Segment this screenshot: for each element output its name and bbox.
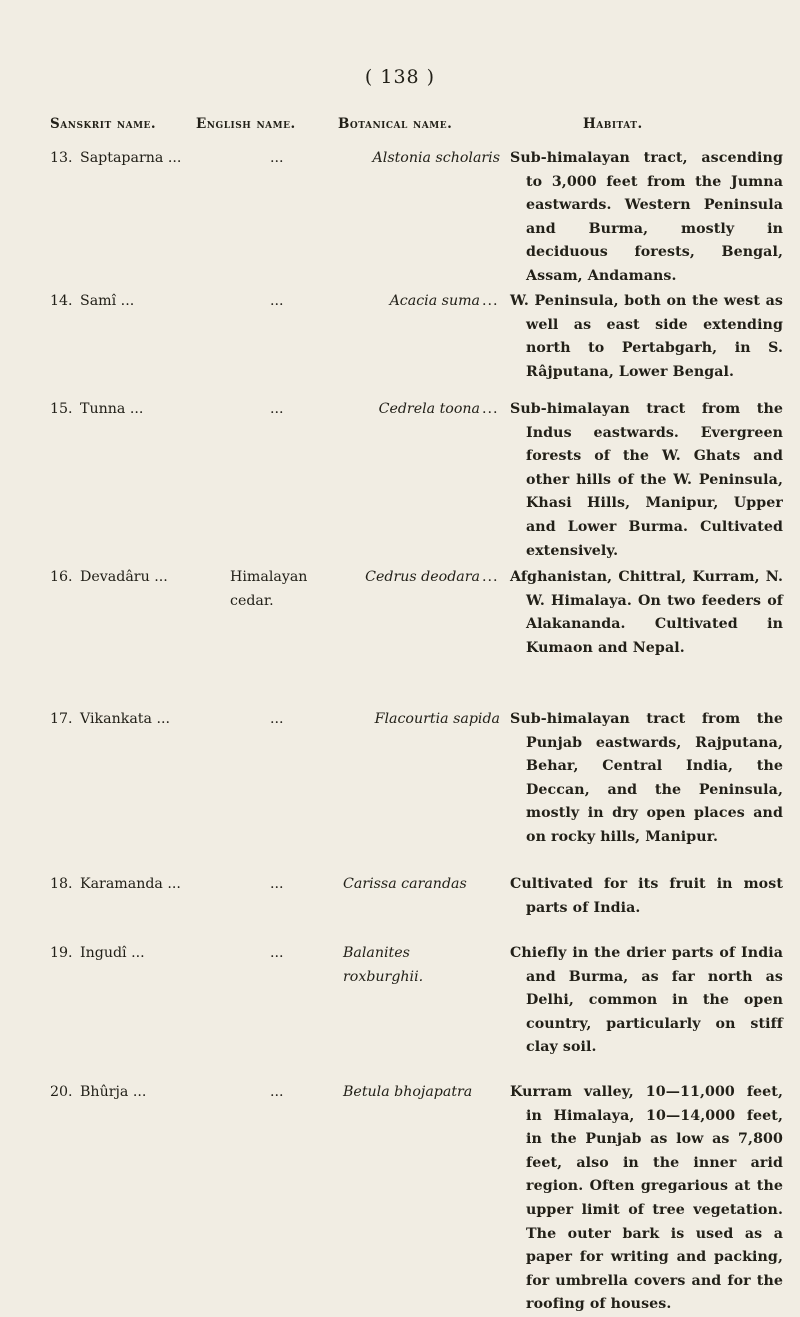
habitat-text: Sub-himalayan tract, ascending to 3,000 feet from the Jumna eastwards. Western Peninsula and Burma, mostly in deciduous forests, Bengal, Assam, Andamans.	[510, 150, 783, 284]
sanskrit-name: Samî ...	[80, 293, 135, 309]
entry-number: 16.	[50, 569, 73, 585]
habitat-text: Sub-himalayan tract from the Punjab eastwards, Rajputana, Behar, Central India, the Deccan, and the Peninsula, mostly in dry open places and on rocky hills, Manipur.	[510, 711, 783, 845]
sanskrit-name: Vikankata ...	[80, 711, 170, 727]
header-sanskrit-name: Sanskrit name.	[50, 116, 157, 132]
english-name: ...	[270, 401, 284, 417]
english-name: ...	[270, 293, 284, 309]
english-name: ...	[270, 945, 284, 961]
botanical-name: Carissa carandas	[343, 876, 467, 892]
sanskrit-name: Karamanda ...	[80, 876, 181, 892]
botanical-name: Flacourtia sapida	[374, 711, 500, 727]
entry-number: 15.	[50, 401, 73, 417]
header-botanical-name: Botanical name.	[338, 116, 453, 132]
entry-number: 19.	[50, 945, 73, 961]
botanical-name: Cedrus deodara	[365, 569, 480, 585]
entry-number: 18.	[50, 876, 73, 892]
habitat-text: Afghanistan, Chittral, Kurram, N. W. Himalaya. On two feeders of Alakananda. Cultivated in Kumaon and Nepal.	[510, 569, 783, 656]
botanical-name: Balanites roxburghii.	[343, 945, 424, 985]
leader-dots: ...	[482, 293, 499, 309]
page-number: ( 138 )	[364, 66, 436, 88]
entry-number: 17.	[50, 711, 73, 727]
english-name: Himalayan cedar.	[230, 569, 308, 609]
sanskrit-name: Bhûrja ...	[80, 1084, 147, 1100]
habitat-text: Sub-himalayan tract from the Indus eastwards. Evergreen forests of the W. Ghats and other hills of the W. Peninsula, Khasi Hills, Manipur, Upper and Lower Burma. Cultivated extensively.	[510, 401, 783, 559]
english-name: ...	[270, 150, 284, 166]
header-english-name: English name.	[196, 116, 296, 132]
sanskrit-name: Ingudî ...	[80, 945, 145, 961]
botanical-name: Cedrela toona	[378, 401, 480, 417]
sanskrit-name: Saptaparna ...	[80, 150, 182, 166]
entry-number: 20.	[50, 1084, 73, 1100]
habitat-text: Kurram valley, 10—11,000 feet, in Himalaya, 10—14,000 feet, in the Punjab as low as 7,800 feet, also in the inner arid region. Often gregarious at the upper limit of tree vegetation. The outer bark is used as a paper for writing and packing, for umbrella covers and for the roofing of houses.	[510, 1084, 783, 1313]
column-headers	[0, 116, 800, 138]
habitat-text: Chiefly in the drier parts of India and Burma, as far north as Delhi, common in the open country, particularly on stiff clay soil.	[510, 945, 783, 1056]
english-name: ...	[270, 711, 284, 727]
leader-dots: ...	[482, 401, 499, 417]
habitat-text: W. Peninsula, both on the west as well as east side extending north to Pertabgarh, in S. Râjputana, Lower Bengal.	[510, 293, 783, 380]
english-name: ...	[270, 1084, 284, 1100]
sanskrit-name: Devadâru ...	[80, 569, 168, 585]
botanical-name: Alstonia scholaris	[372, 150, 500, 166]
entry-number: 14.	[50, 293, 73, 309]
botanical-name: Acacia suma	[389, 293, 480, 309]
leader-dots: ...	[482, 569, 499, 585]
english-name: ...	[270, 876, 284, 892]
entry-number: 13.	[50, 150, 73, 166]
header-habitat: Habitat.	[583, 116, 643, 132]
sanskrit-name: Tunna ...	[80, 401, 144, 417]
botanical-name: Betula bhojapatra	[343, 1084, 473, 1100]
habitat-text: Cultivated for its fruit in most parts of India.	[510, 876, 783, 916]
